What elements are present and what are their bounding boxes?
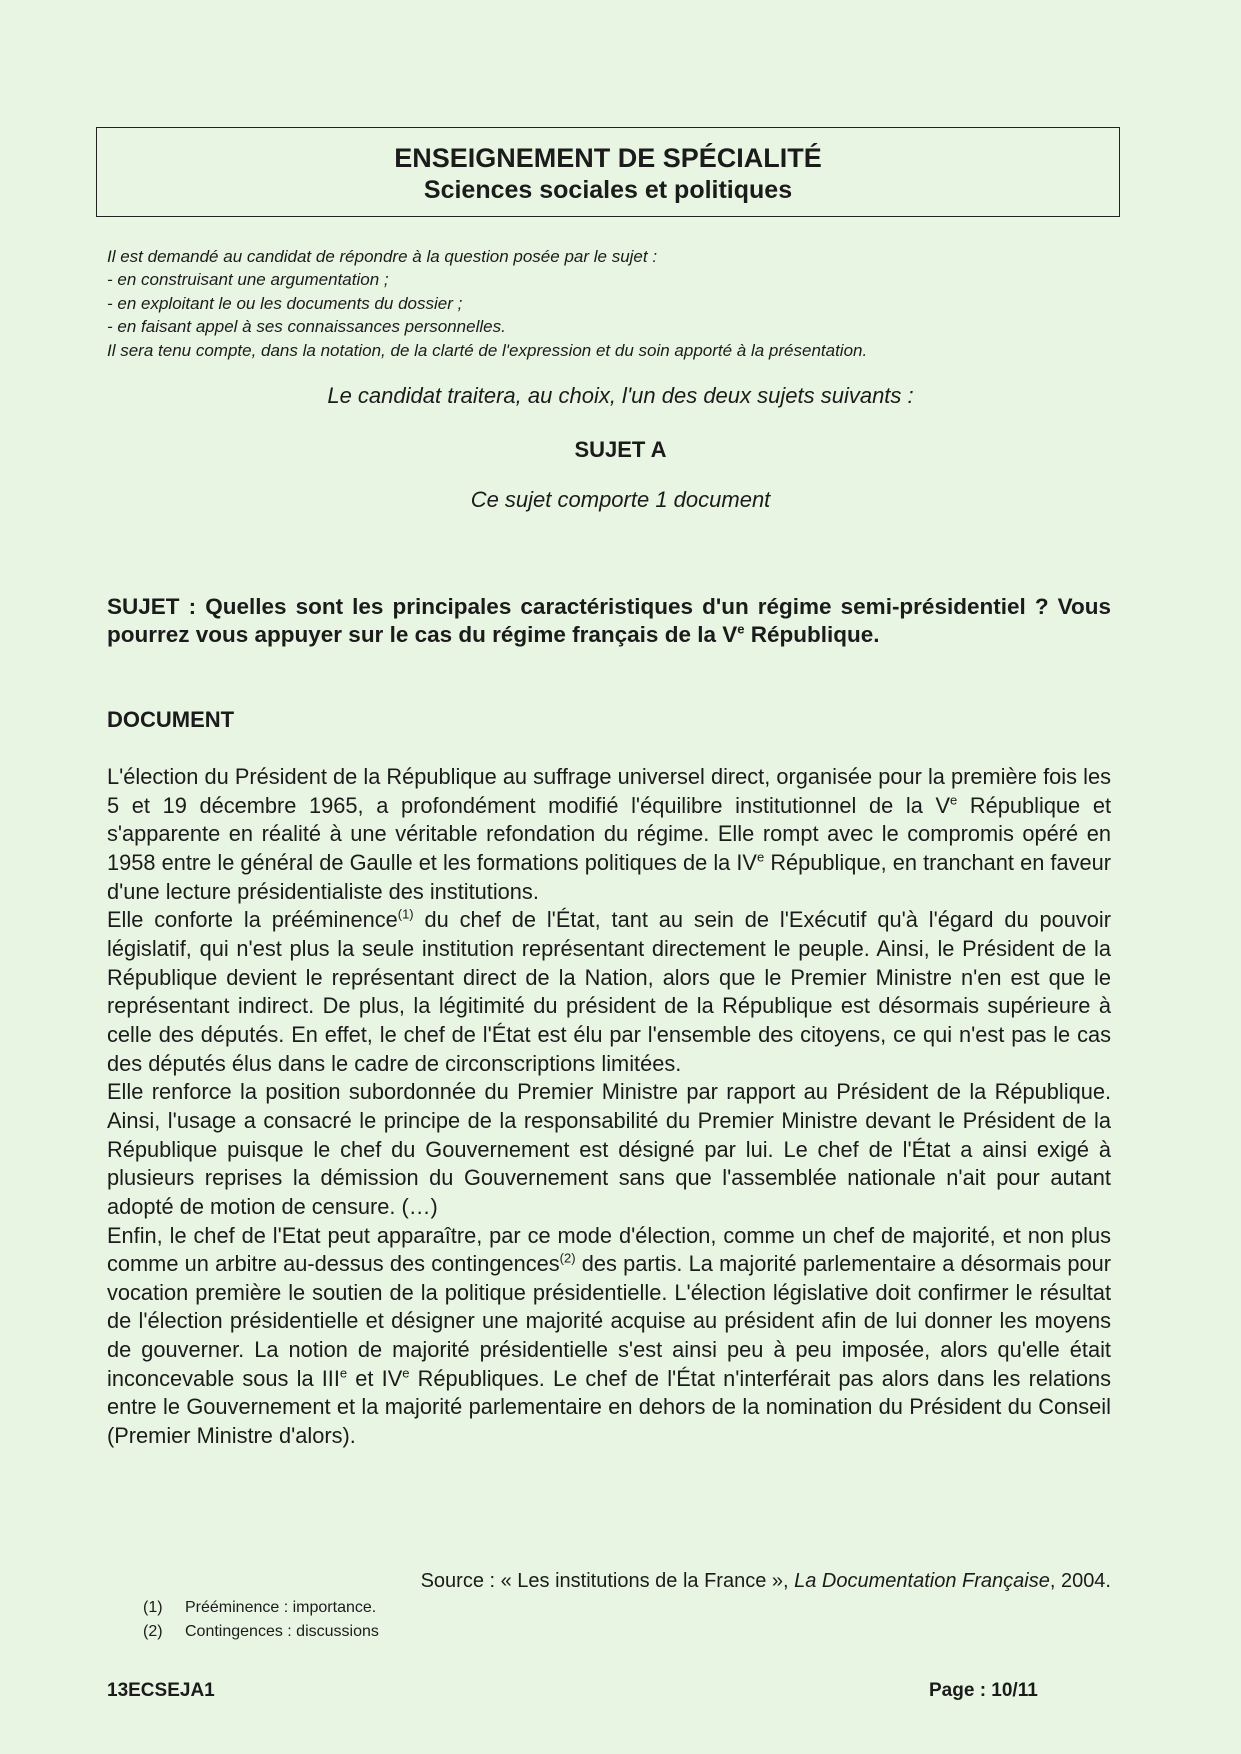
text-run: Républiques. Le chef de l'État n'interférait pas alors dans les relations entre le Gouvernement et la majorité parlementaire en dehors de la nomination du Président du Conseil (Premier Ministre d'alors). xyxy=(107,1365,1111,1449)
question-text-end: République. xyxy=(744,622,880,647)
document-body xyxy=(107,763,1111,1451)
instruction-line: Il sera tenu compte, dans la notation, de la clarté de l'expression et du soin apporté à la présentation. xyxy=(107,340,868,360)
instruction-line: Il est demandé au candidat de répondre à la question posée par le sujet : xyxy=(107,247,658,266)
superscript: e xyxy=(950,792,958,808)
text-run: du chef de l'État, tant au sein de l'Exécutif qu'à l'égard du pouvoir législatif, qui n'est plus la seule institution représentant directement le peuple. Ainsi, le Président de la République devient le représentant direct de la Nation, alors que le Premier Ministre n'en est que le représentant indirect. De plus, la légitimité du président de la République est désormais supérieure à celle des députés. En effet, le chef de l'État est élu par l'ensemble des citoyens, ce qui n'est pas le cas des députés élus dans le cadre de circonscriptions limitées. xyxy=(107,907,1111,1076)
question-text: SUJET : Quelles sont les principales caractéristiques d'un régime semi-présidentiel ? Vous pourrez vous appuyer sur le cas du régime français de la V xyxy=(107,594,1111,647)
footnote-item xyxy=(143,1596,379,1620)
sujet-label: SUJET A xyxy=(574,437,667,462)
footnote-ref: (2) xyxy=(559,1250,576,1266)
source-citation xyxy=(421,1570,1111,1593)
header-title: ENSEIGNEMENT DE SPÉCIALITÉ xyxy=(394,143,822,173)
source-suffix: , 2004. xyxy=(1049,1570,1111,1592)
header-subtitle: Sciences sociales et politiques xyxy=(423,176,793,204)
source-publisher: La Documentation Française xyxy=(794,1570,1050,1592)
choice-text: Le candidat traitera, au choix, l'un des deux sujets suivants : xyxy=(327,383,914,408)
paragraph-4 xyxy=(107,1222,1111,1451)
document-heading: DOCUMENT xyxy=(107,707,235,732)
paragraph-1 xyxy=(107,763,1111,906)
question xyxy=(107,593,1111,649)
instructions xyxy=(107,245,1117,362)
text-run: des partis. La majorité parlementaire a désormais pour vocation première le soutien de la politique présidentielle. L'élection législative doit confirmer le résultat de l'élection présidentielle et désigner une majorité acquise au président afin de lui donner les moyens de gouverner. La notion de majorité présidentielle s'est ainsi peu à peu imposée, alors qu'elle était inconcevable sous la III xyxy=(107,1251,1111,1391)
text-run: Enfin, le chef de l'Etat peut apparaître, par ce mode d'élection, comme un chef de majorité, et non plus comme un arbitre au-dessus des contingences xyxy=(107,1222,1111,1277)
text-run: et IV xyxy=(347,1365,403,1391)
superscript: e xyxy=(737,621,745,637)
document-count: Ce sujet comporte 1 document xyxy=(470,487,771,512)
text-run: Elle conforte la prééminence xyxy=(107,907,398,933)
instruction-line: - en faisant appel à ses connaissances personnelles. xyxy=(107,317,506,337)
instruction-line: - en exploitant le ou les documents du dossier ; xyxy=(107,293,463,313)
footnote-text: Prééminence : importance. xyxy=(185,1599,377,1616)
text-run: République, en tranchant en faveur d'une lecture présidentialiste des institutions. xyxy=(107,849,1111,904)
source-prefix: Source : « Les institutions de la France », xyxy=(420,1570,795,1592)
footnote-ref: (1) xyxy=(397,907,414,923)
header-box xyxy=(96,127,1120,217)
footnotes xyxy=(143,1596,379,1644)
footnote-number: (1) xyxy=(143,1599,163,1616)
footnote-item xyxy=(143,1620,379,1644)
page-number: Page : 10/11 xyxy=(929,1680,1038,1701)
footer-code: 13ECSEJA1 xyxy=(107,1680,215,1701)
text-run: L'élection du Président de la République au suffrage universel direct, organisée pour la première fois les 5 et 19 décembre 1965, a profondément modifié l'équilibre institutionnel de la V xyxy=(107,764,1111,818)
text-run: République et s'apparente en réalité à une véritable refondation du régime. Elle rompt avec le compromis opéré en 1958 entre le général de Gaulle et les formations politiques de la IV xyxy=(107,792,1112,875)
footnote-text: Contingences : discussions xyxy=(185,1623,379,1640)
superscript: e xyxy=(402,1365,410,1381)
paragraph-3: Elle renforce la position subordonnée du Premier Ministre par rapport au Président de la République. Ainsi, l'usage a consacré le principe de la responsabilité du Premier Ministre devant le Président de la République puisque le chef du Gouvernement est désigné par lui. Le chef de l'État a ainsi exigé à plusieurs reprises la démission du Gouvernement sans que l'assemblée nationale n'ait pour autant adopté de motion de censure. (…) xyxy=(107,1079,1111,1219)
superscript: e xyxy=(756,849,765,865)
superscript: e xyxy=(339,1365,348,1381)
footnote-number: (2) xyxy=(143,1623,163,1640)
instruction-line: - en construisant une argumentation ; xyxy=(107,270,389,290)
paragraph-2 xyxy=(107,906,1111,1078)
